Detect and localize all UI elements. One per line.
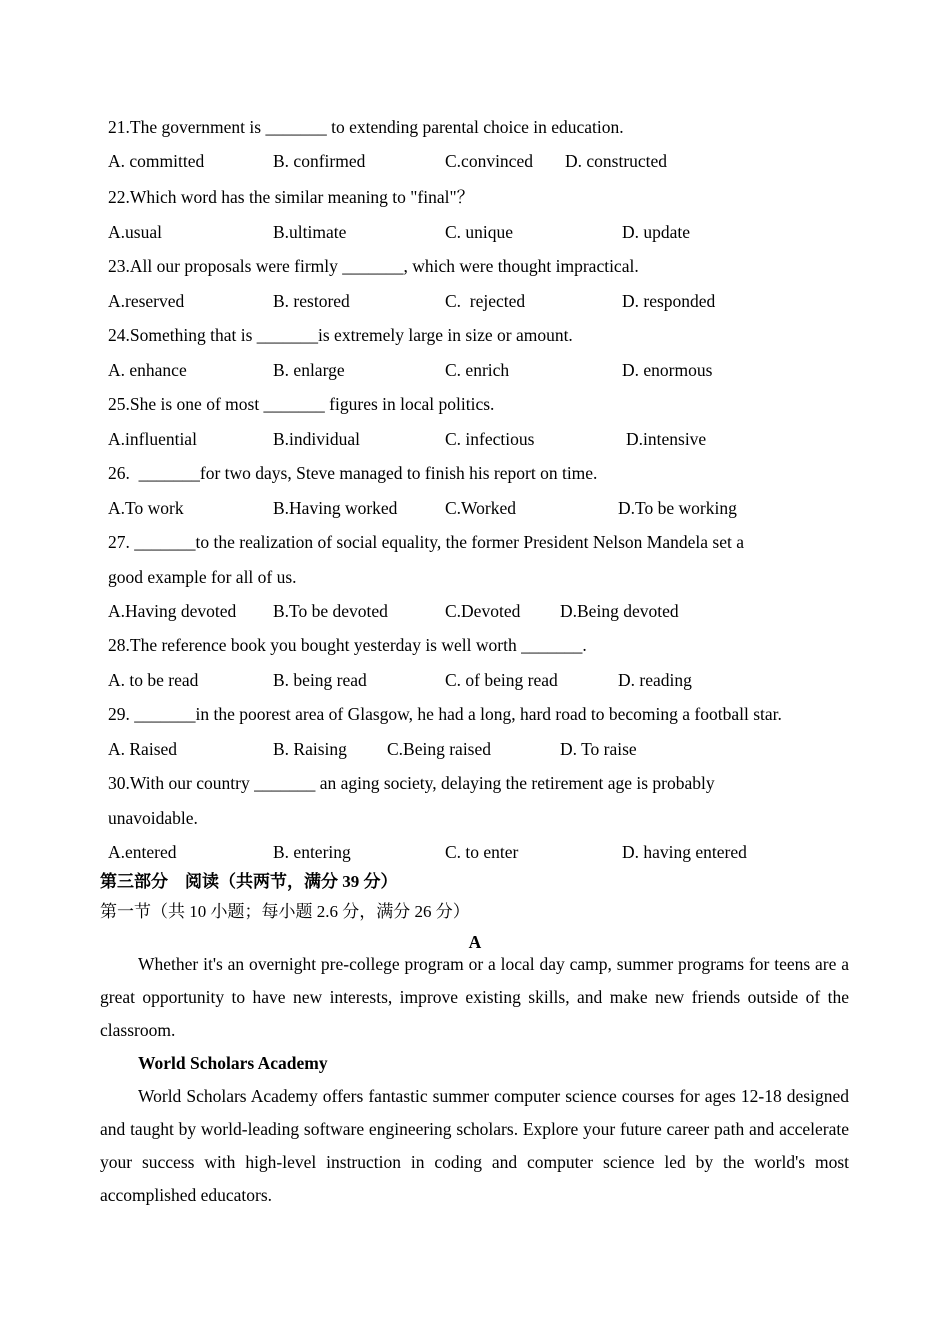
question-28-option-a: A. to be read	[108, 670, 199, 690]
question-27-option-b: B.To be devoted	[273, 601, 388, 621]
question-21-stem: 21.The government is _______ to extending parental choice in education.	[108, 117, 624, 137]
question-29-option-c: C.Being raised	[387, 739, 492, 759]
question-24-stem: 24.Something that is _______is extremely large in size or amount.	[108, 325, 573, 345]
question-22-option-b: B.ultimate	[273, 222, 347, 242]
question-28-option-d: D. reading	[618, 670, 692, 690]
question-21-option-a: A. committed	[108, 151, 205, 171]
question-25-option-a: A.influential	[108, 429, 197, 449]
question-26-stem: 26. _______for two days, Steve managed to finish his report on time.	[108, 463, 598, 483]
section-subtitle: 第一节（共 10 小题；每小题 2.6 分，满分 26 分）	[100, 902, 470, 921]
question-26-option-b: B.Having worked	[273, 498, 398, 518]
question-26-option-d: D.To be working	[618, 498, 737, 518]
passage-label: A	[468, 932, 482, 952]
question-21-option-b: B. confirmed	[273, 151, 366, 171]
question-28-option-b: B. being read	[273, 670, 367, 690]
question-23-option-d: D. responded	[622, 291, 716, 311]
question-30-stem-line-1: 30.With our country _______ an aging society, delaying the retirement age is probably	[108, 773, 715, 793]
question-29-option-b: B. Raising	[273, 739, 347, 759]
section-title: 第三部分 阅读（共两节，满分 39 分）	[100, 872, 398, 891]
question-30-option-a: A.entered	[108, 842, 177, 862]
question-27-stem-line-1: 27. _______to the realization of social equality, the former President Nelson Mandela set a	[108, 532, 744, 552]
question-23-option-a: A.reserved	[108, 291, 185, 311]
question-22-option-d: D. update	[622, 222, 691, 242]
passage-heading: World Scholars Academy	[138, 1053, 328, 1073]
question-25-stem: 25.She is one of most _______ figures in local politics.	[108, 394, 495, 414]
question-21-option-d: D. constructed	[565, 151, 668, 171]
question-30-option-b: B. entering	[273, 842, 351, 862]
question-25-option-d: D.intensive	[626, 429, 707, 449]
question-22-option-c: C. unique	[445, 222, 514, 242]
question-23-stem: 23.All our proposals were firmly _______, which were thought impractical.	[108, 256, 639, 276]
question-30-option-c: C. to enter	[445, 842, 519, 862]
question-22-stem: 22.Which word has the similar meaning to "final"？	[108, 187, 475, 207]
question-28-option-c: C. of being read	[445, 670, 558, 690]
passage-intro: Whether it's an overnight pre-college program or a local day camp, summer programs for teens are a great opportunity to have new interests, improve existing skills, and make new friends outside of the classroom.	[100, 954, 849, 1040]
question-25-option-b: B.individual	[273, 429, 361, 449]
question-23-option-c: C. rejected	[445, 291, 526, 311]
question-24-option-a: A. enhance	[108, 360, 187, 380]
question-24-option-c: C. enrich	[445, 360, 510, 380]
question-29-option-a: A. Raised	[108, 739, 178, 759]
question-22-option-a: A.usual	[108, 222, 162, 242]
question-24-option-d: D. enormous	[622, 360, 713, 380]
question-29-option-d: D. To raise	[560, 739, 637, 759]
question-26-option-a: A.To work	[108, 498, 184, 518]
question-27-option-c: C.Devoted	[445, 601, 521, 621]
question-27-option-d: D.Being devoted	[560, 601, 679, 621]
question-29-stem: 29. _______in the poorest area of Glasgow, he had a long, hard road to becoming a football star.	[108, 704, 782, 724]
question-25-option-c: C. infectious	[445, 429, 535, 449]
question-30-stem-line-2: unavoidable.	[108, 808, 198, 828]
question-23-option-b: B. restored	[273, 291, 350, 311]
question-24-option-b: B. enlarge	[273, 360, 345, 380]
passage-body: World Scholars Academy offers fantastic summer computer science courses for ages 12-18 designed and taught by world-leading software engineering scholars. Explore your future career path and accelerate your success with high-level instruction in coding and computer science led by the world's most accomplished educators.	[100, 1086, 849, 1205]
question-21-option-c: C.convinced	[445, 151, 533, 171]
question-26-option-c: C.Worked	[445, 498, 517, 518]
question-30-option-d: D. having entered	[622, 842, 747, 862]
question-27-option-a: A.Having devoted	[108, 601, 237, 621]
question-27-stem-line-2: good example for all of us.	[108, 567, 297, 587]
question-28-stem: 28.The reference book you bought yesterday is well worth _______.	[108, 635, 587, 655]
